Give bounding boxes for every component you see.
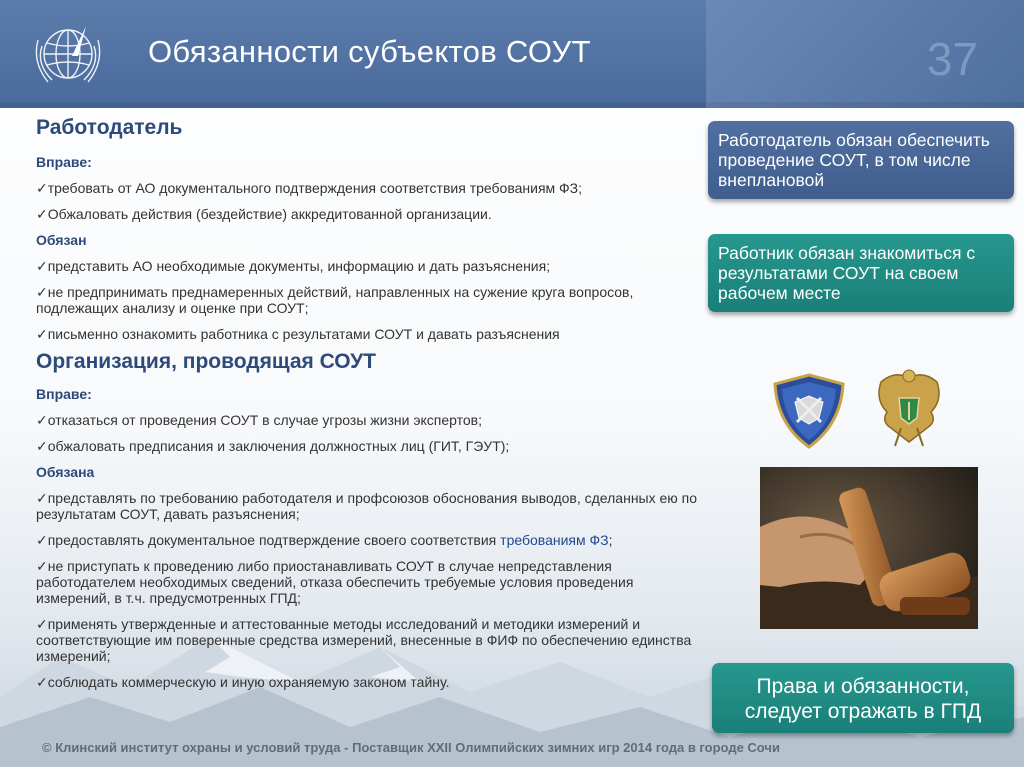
organization-duty-item: ✓представлять по требованию работодателя и профсоюзов обоснования выводов, сделанных ею по результатам СОУТ, давать разъяснения; <box>36 490 698 522</box>
organization-duty-item: ✓не приступать к проведению либо приостанавливать СОУТ в случае непредставления работодателем необходимых сведений, отказа обеспечить требуемые условия проведения измерений, в т.ч. предусмотренных ГПД; <box>36 558 634 606</box>
organization-right-item: ✓обжаловать предписания и заключения должностных лиц (ГИТ, ГЭУТ); <box>36 438 510 454</box>
organization-rights-label: Вправе: <box>36 386 92 402</box>
employer-duty-item: ✓не предпринимать преднамеренных действий, направленных на сужение круга вопросов, подлежащих анализу и оценке при СОУТ; <box>36 284 634 316</box>
worker-obligation-callout: Работник обязан знакомиться с результатами СОУТ на своем рабочем месте <box>708 234 1014 312</box>
employer-duties-label: Обязан <box>36 232 87 248</box>
employer-right-item: ✓Обжаловать действия (бездействие) аккредитованной организации. <box>36 206 492 222</box>
employer-rights-label: Вправе: <box>36 154 92 170</box>
employer-right-item: ✓требовать от АО документального подтверждения соответствия требованиям ФЗ; <box>36 180 583 196</box>
organization-duty-item: ✓применять утвержденные и аттестованные методы исследований и методики измерений и соответствующие им поверенные средства измерений, внесенные в ФИФ по обеспечению единства измерений; <box>36 616 692 664</box>
employer-duty-item: ✓письменно ознакомить работника с результатами СОУТ и давать разъяснения <box>36 326 560 342</box>
main-content <box>36 116 706 690</box>
fz-requirements-link: требованиям ФЗ <box>500 532 609 548</box>
employer-duty-item: ✓представить АО необходимые документы, информацию и дать разъяснения; <box>36 258 551 274</box>
organization-duties-label: Обязана <box>36 464 95 480</box>
slide-number: 37 <box>926 33 978 85</box>
organization-duty-item: ✓предоставлять документальное подтверждение своего соответствия требованиям ФЗ; <box>36 532 613 548</box>
page-title: Обязанности субъектов СОУТ <box>148 34 591 69</box>
eagle-emblem-icon <box>871 366 947 452</box>
ministry-shield-emblem-icon <box>771 372 847 450</box>
organization-right-item: ✓отказаться от проведения СОУТ в случае угрозы жизни экспертов; <box>36 412 482 428</box>
organization-heading: Организация, проводящая СОУТ <box>36 350 376 373</box>
employer-obligation-callout: Работодатель обязан обеспечить проведение СОУТ, в том числе внеплановой <box>708 121 1014 199</box>
judge-gavel-photo <box>760 467 978 629</box>
organization-duty-item: ✓соблюдать коммерческую и иную охраняемую законом тайну. <box>36 674 450 690</box>
gpd-rights-callout: Права и обязанности, следует отражать в ГПД <box>712 663 1014 733</box>
header-bar <box>0 0 1024 108</box>
employer-heading: Работодатель <box>36 116 183 139</box>
globe-logo-icon <box>26 16 110 94</box>
footer-copyright: © Клинский институт охраны и условий труда - Поставщик XXII Олимпийских зимних игр 2014 года в городе Сочи <box>42 740 780 755</box>
